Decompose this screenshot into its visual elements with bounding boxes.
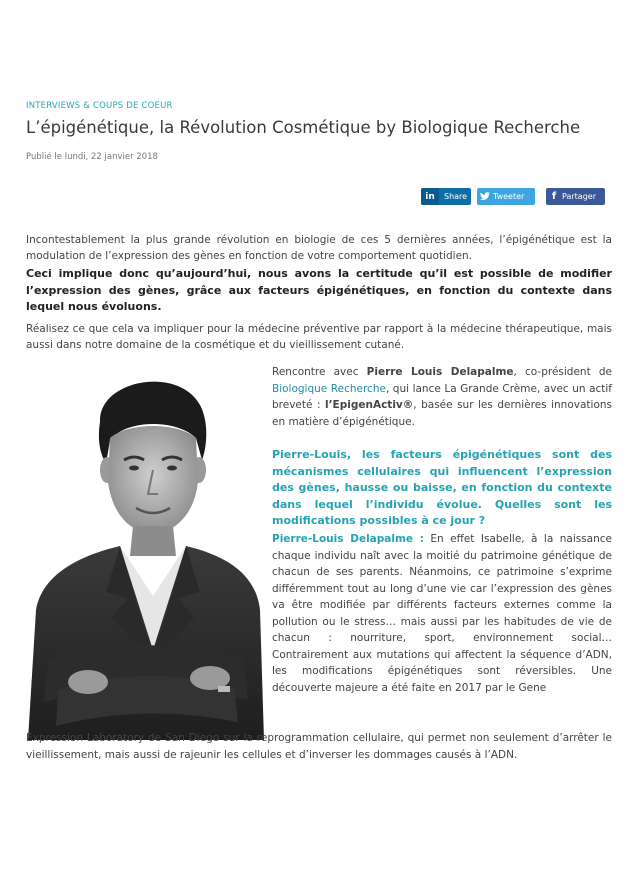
- interviewee-name: Pierre Louis Delapalme: [366, 366, 514, 378]
- linkedin-icon: in: [421, 188, 439, 205]
- interview-question: Pierre-Louis, les facteurs épigénétiques sont des mécanismes cellulaires qui influencent l’expression des gènes, hausse ou baisse, en fonction du contexte dans lequel l’individu évolue. Quelles sont les modifications possibles à ce jour ?: [272, 448, 612, 527]
- linkedin-share-button[interactable]: [421, 188, 471, 205]
- article-title: L’épigénétique, la Révolution Cosmétique by Biologique Recherche: [26, 118, 581, 137]
- facebook-icon: f: [551, 191, 557, 202]
- context-paragraph: Réalisez ce que cela va impliquer pour la médecine préventive par rapport à la médecine thérapeutique, mais aussi dans notre domaine de la cosmétique et du vieillissement cutané.: [26, 323, 612, 351]
- interview-intro: [272, 364, 612, 430]
- intro-paragraph: Incontestablement la plus grande révolution en biologie de ces 5 dernières années, l’épigénétique est la modulation de l’expression des gènes en fonction de votre comportement quotidien.: [26, 234, 612, 262]
- linkedin-share-label: Share: [444, 192, 468, 201]
- twitter-share-button[interactable]: [477, 188, 535, 205]
- share-bar: [0, 188, 640, 206]
- category-link[interactable]: INTERVIEWS & COUPS DE COEUR: [26, 101, 173, 111]
- intro-text-a: Rencontre avec: [272, 366, 367, 378]
- twitter-share-label: Tweeter: [493, 192, 525, 201]
- bold-paragraph: Ceci implique donc qu’aujourd’hui, nous avons la certitude qu’il est possible de modifier l’expression des gènes, grâce aux facteurs épigénétiques, en fonction du contexte dans lequel nous évoluons.: [26, 267, 612, 313]
- facebook-share-label: Partager: [562, 192, 596, 201]
- intro-text-b: , co-président de: [513, 366, 612, 378]
- intro-text-c: , qui lance La Grande Crème, avec un actif breveté :: [272, 382, 613, 411]
- interview-answer: [272, 531, 612, 696]
- twitter-bird-icon: [477, 188, 493, 205]
- answer-text: En effet Isabelle, à la naissance chaque individu naît avec la moitié du patrimoine génétique de chacun de ses parents. Néanmoins, ce patrimoine s’exprime différemment tout au long d’une vie car l’expression des gènes va être modifiée par différents facteurs externes comme la pollution ou le stress… mais aussi par les habitudes de vie de chacun : nourriture, sport, environnement social… Contrairement aux mutations qui affectent la séquence d’ADN, les modifications épigénétiques sont réversibles. Une découverte majeure a été faite en 2017 par le Gene: [272, 533, 612, 694]
- facebook-share-button[interactable]: [546, 188, 605, 205]
- active-ingredient: l’EpigenActiv®: [324, 399, 414, 411]
- brand-link[interactable]: Biologique Recherche: [272, 382, 386, 395]
- portrait-photo: [28, 360, 264, 740]
- answer-speaker: Pierre-Louis Delapalme :: [272, 533, 424, 545]
- intro-text-d: , basée sur les dernières innovations en matière d’épigénétique.: [272, 399, 612, 428]
- answer-continuation: Expression Laboratory de San Diego sur la reprogrammation cellulaire, qui permet non seulement d’arrêter le vieillissement, mais aussi de rajeunir les cellules et d’inverser les dommages causés à l’ADN.: [26, 732, 612, 761]
- publish-date: Publié le lundi, 22 janvier 2018: [26, 152, 158, 162]
